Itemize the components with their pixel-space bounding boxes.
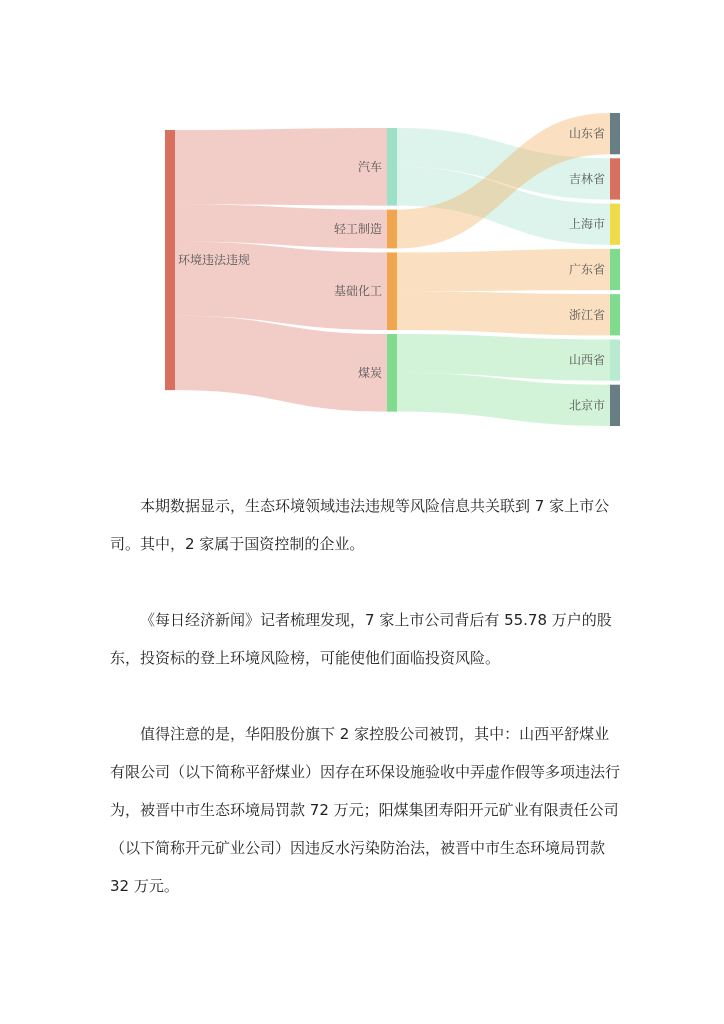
- sankey-label-zj: 浙江省: [568, 307, 605, 322]
- sankey-label-car: 汽车: [357, 159, 382, 174]
- paragraph-summary: 本期数据显示，生态环境领域违法违规等风险信息共关联到 7 家上市公司。其中，2 家属于国资控制的企业。: [110, 497, 610, 553]
- paragraph-shareholders: 《每日经济新闻》记者梳理发现，7 家上市公司背后有 55.78 万户的股东，投资标的登上环境风险榜，可能使他们面临投资风险。: [110, 611, 612, 667]
- sankey-label-jl: 吉林省: [568, 171, 605, 186]
- sankey-node-light: [387, 210, 397, 249]
- sankey-label-sd: 山东省: [568, 126, 605, 141]
- sankey-node-chem: [387, 252, 397, 330]
- sankey-node-coal: [387, 334, 397, 412]
- sankey-node-zj: [610, 294, 620, 335]
- sankey-node-gd: [610, 249, 620, 290]
- sankey-label-coal: 煤炭: [357, 365, 382, 380]
- paragraph-penalties: 值得注意的是，华阳股份旗下 2 家控股公司被罚，其中：山西平舒煤业有限公司（以下简称平舒煤业）因存在环保设施验收中弄虚作假等多项违法行为，被晋中市生态环境局罚款 72 万元；阳煤集团寿阳开元矿业有限责任公司（以下简称开元矿业公司）因违反水污染防治法，被晋中市生态环境局罚款 32 万元。: [110, 725, 621, 895]
- sankey-node-bj: [610, 385, 620, 426]
- sankey-node-jl: [610, 158, 620, 199]
- sankey-link-root-car: [175, 128, 387, 206]
- sankey-label-sh: 上海市: [568, 217, 605, 232]
- sankey-label-root: 环境违法违规: [178, 253, 251, 268]
- sankey-node-sh: [610, 204, 620, 245]
- sankey-node-car: [387, 128, 397, 206]
- sankey-node-sd: [610, 113, 620, 154]
- sankey-link-root-coal: [175, 316, 387, 412]
- sankey-chart: [0, 0, 724, 460]
- sankey-node-sx: [610, 339, 620, 380]
- sankey-label-gd: 广东省: [568, 262, 605, 277]
- sankey-label-sx: 山西省: [568, 353, 605, 368]
- sankey-label-bj: 北京市: [568, 398, 605, 413]
- article-body: [110, 487, 622, 943]
- sankey-label-chem: 基础化工: [333, 284, 382, 299]
- sankey-node-root: [165, 130, 175, 390]
- sankey-label-light: 轻工制造: [333, 222, 382, 237]
